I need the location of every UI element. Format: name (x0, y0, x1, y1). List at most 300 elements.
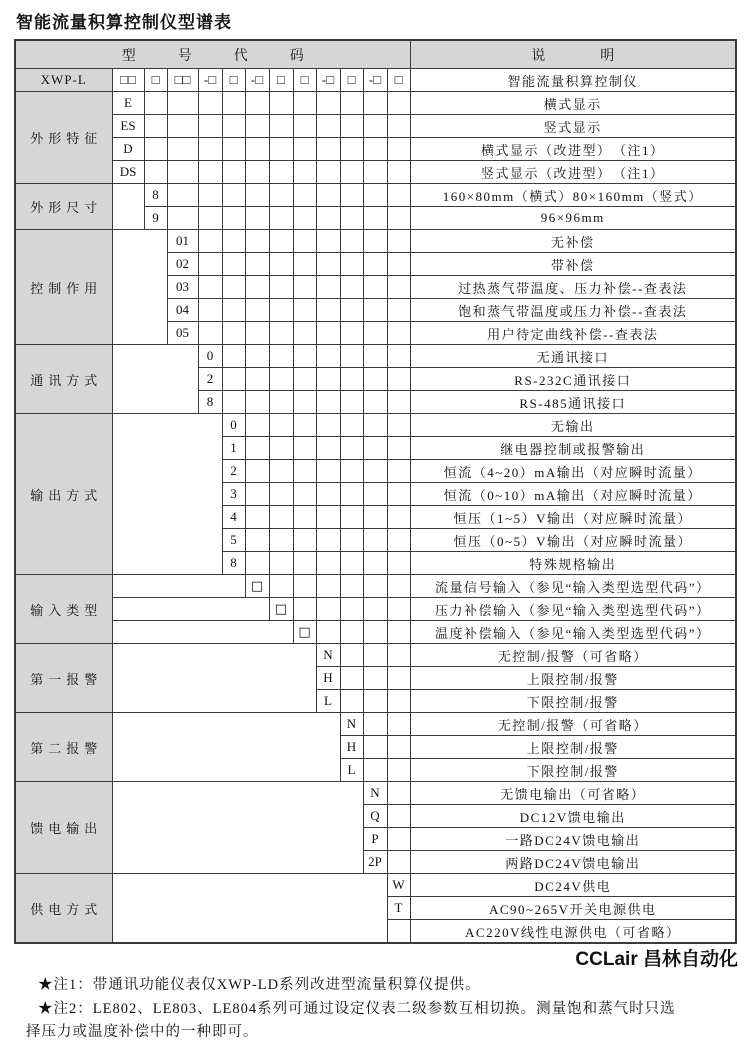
category-label: 第二报警 (15, 713, 112, 782)
description-cell: 横式显示（改进型） （注1） (410, 138, 736, 161)
category-label: 输入类型 (15, 575, 112, 644)
model-code-slot: □□ (167, 69, 198, 92)
code-cell: H (340, 736, 363, 759)
code-cell: W (387, 874, 410, 897)
grid-cell (316, 299, 340, 322)
grid-cell (316, 115, 340, 138)
grid-cell (316, 437, 340, 460)
grid-cell (222, 161, 245, 184)
grid-cell (316, 414, 340, 437)
grid-cell (387, 161, 410, 184)
grid-cell (316, 345, 340, 368)
grid-cell (269, 483, 293, 506)
table-header-row (15, 40, 736, 69)
grid-cell (222, 322, 245, 345)
grid-cell (387, 138, 410, 161)
description-cell: AC220V线性电源供电（可省略） (410, 920, 736, 944)
grid-cell (316, 207, 340, 230)
description-cell: 竖式显示（改进型） （注1） (410, 161, 736, 184)
description-cell: 用户待定曲线补偿--查表法 (410, 322, 736, 345)
blank-area (112, 782, 363, 874)
grid-cell (340, 621, 363, 644)
model-code-slot: □ (340, 69, 363, 92)
grid-cell (269, 138, 293, 161)
grid-cell (340, 483, 363, 506)
grid-cell (293, 345, 316, 368)
grid-cell (316, 575, 340, 598)
grid-cell (167, 92, 198, 115)
description-cell: DC24V供电 (410, 874, 736, 897)
option-row (15, 713, 736, 736)
grid-cell (222, 276, 245, 299)
grid-cell (198, 253, 222, 276)
code-cell: 8 (144, 184, 167, 207)
code-cell: □ (293, 621, 316, 644)
grid-cell (245, 115, 269, 138)
model-description: 智能流量积算控制仪 (410, 69, 736, 92)
blank-area (112, 230, 167, 345)
grid-cell (387, 368, 410, 391)
grid-cell (293, 460, 316, 483)
description-cell: DC12V馈电输出 (410, 805, 736, 828)
grid-cell (269, 529, 293, 552)
grid-cell (340, 345, 363, 368)
code-cell (387, 920, 410, 944)
grid-cell (363, 437, 387, 460)
grid-cell (387, 506, 410, 529)
code-cell: □ (245, 575, 269, 598)
grid-cell (269, 299, 293, 322)
grid-cell (363, 368, 387, 391)
grid-cell (387, 644, 410, 667)
description-cell: 上限控制/报警 (410, 667, 736, 690)
grid-cell (387, 621, 410, 644)
grid-cell (293, 138, 316, 161)
grid-cell (387, 713, 410, 736)
grid-cell (363, 483, 387, 506)
description-header: 说明 (410, 40, 736, 69)
code-cell: 8 (222, 552, 245, 575)
grid-cell (340, 460, 363, 483)
grid-cell (387, 552, 410, 575)
blank-area (112, 598, 269, 621)
grid-cell (245, 483, 269, 506)
grid-cell (340, 506, 363, 529)
description-cell: 饱和蒸气带温度或压力补偿--查表法 (410, 299, 736, 322)
description-cell: 160×80mm（横式）80×160mm（竖式） (410, 184, 736, 207)
grid-cell (387, 345, 410, 368)
grid-cell (222, 230, 245, 253)
page-title: 智能流量积算控制仪型谱表 (16, 13, 232, 32)
description-cell: 温度补偿输入（参见“输入类型选型代码”） (410, 621, 736, 644)
grid-cell (316, 184, 340, 207)
blank-area (112, 713, 340, 782)
description-cell: 压力补偿输入（参见“输入类型选型代码”） (410, 598, 736, 621)
description-cell: 横式显示 (410, 92, 736, 115)
grid-cell (269, 276, 293, 299)
grid-cell (387, 414, 410, 437)
code-cell: 2P (363, 851, 387, 874)
code-cell: 03 (167, 276, 198, 299)
code-cell: 04 (167, 299, 198, 322)
grid-cell (293, 529, 316, 552)
description-cell: 过热蒸气带温度、压力补偿--查表法 (410, 276, 736, 299)
grid-cell (167, 207, 198, 230)
grid-cell (293, 230, 316, 253)
grid-cell (316, 460, 340, 483)
option-row (15, 115, 736, 138)
option-row (15, 184, 736, 207)
code-cell: ES (112, 115, 144, 138)
grid-cell (363, 690, 387, 713)
code-cell: 02 (167, 253, 198, 276)
code-cell: L (340, 759, 363, 782)
code-cell: 0 (222, 414, 245, 437)
code-cell: 2 (198, 368, 222, 391)
grid-cell (363, 713, 387, 736)
grid-cell (363, 207, 387, 230)
grid-cell (340, 552, 363, 575)
grid-cell (293, 253, 316, 276)
grid-cell (245, 529, 269, 552)
code-cell: 05 (167, 322, 198, 345)
description-cell: 恒流（4~20）mA输出（对应瞬时流量） (410, 460, 736, 483)
grid-cell (245, 184, 269, 207)
grid-cell (293, 322, 316, 345)
grid-cell (293, 414, 316, 437)
grid-cell (387, 805, 410, 828)
grid-cell (340, 207, 363, 230)
blank-area (112, 621, 293, 644)
model-prefix: XWP-L (15, 69, 112, 92)
grid-cell (387, 391, 410, 414)
grid-cell (269, 322, 293, 345)
grid-cell (316, 391, 340, 414)
grid-cell (363, 759, 387, 782)
grid-cell (340, 161, 363, 184)
grid-cell (269, 230, 293, 253)
grid-cell (387, 483, 410, 506)
category-label: 控制作用 (15, 230, 112, 345)
option-row (15, 598, 736, 621)
grid-cell (245, 276, 269, 299)
category-label: 供电方式 (15, 874, 112, 944)
option-row (15, 575, 736, 598)
grid-cell (167, 115, 198, 138)
grid-cell (316, 483, 340, 506)
grid-cell (293, 299, 316, 322)
description-cell: 无输出 (410, 414, 736, 437)
grid-cell (363, 299, 387, 322)
grid-cell (340, 276, 363, 299)
grid-cell (245, 253, 269, 276)
grid-cell (387, 736, 410, 759)
grid-cell (387, 92, 410, 115)
grid-cell (245, 368, 269, 391)
grid-cell (387, 667, 410, 690)
grid-cell (144, 115, 167, 138)
description-cell: 特殊规格输出 (410, 552, 736, 575)
grid-cell (363, 230, 387, 253)
model-code-slot: -□ (363, 69, 387, 92)
code-cell: N (363, 782, 387, 805)
code-cell: 01 (167, 230, 198, 253)
grid-cell (316, 161, 340, 184)
category-label: 馈电输出 (15, 782, 112, 874)
code-cell: □ (269, 598, 293, 621)
description-cell: 无馈电输出（可省略） (410, 782, 736, 805)
code-cell: 9 (144, 207, 167, 230)
grid-cell (363, 138, 387, 161)
grid-cell (144, 161, 167, 184)
grid-cell (269, 552, 293, 575)
grid-cell (269, 506, 293, 529)
grid-cell (293, 598, 316, 621)
description-cell: RS-485通讯接口 (410, 391, 736, 414)
code-cell: 1 (222, 437, 245, 460)
grid-cell (222, 368, 245, 391)
grid-cell (363, 552, 387, 575)
grid-cell (387, 276, 410, 299)
grid-cell (316, 253, 340, 276)
model-code-slot: □ (387, 69, 410, 92)
grid-cell (387, 460, 410, 483)
grid-cell (363, 621, 387, 644)
grid-cell (245, 207, 269, 230)
grid-cell (340, 414, 363, 437)
grid-cell (269, 345, 293, 368)
grid-cell (387, 299, 410, 322)
description-cell: 流量信号输入（参见“输入类型选型代码”） (410, 575, 736, 598)
grid-cell (316, 276, 340, 299)
grid-cell (198, 92, 222, 115)
model-code-slot: □ (144, 69, 167, 92)
grid-cell (363, 506, 387, 529)
grid-cell (363, 598, 387, 621)
description-cell: 上限控制/报警 (410, 736, 736, 759)
code-cell: 8 (198, 391, 222, 414)
description-cell: 带补偿 (410, 253, 736, 276)
description-cell: RS-232C通讯接口 (410, 368, 736, 391)
grid-cell (316, 322, 340, 345)
grid-cell (316, 598, 340, 621)
code-cell: D (112, 138, 144, 161)
grid-cell (167, 184, 198, 207)
grid-cell (363, 414, 387, 437)
grid-cell (245, 437, 269, 460)
grid-cell (387, 230, 410, 253)
grid-cell (222, 138, 245, 161)
description-cell: 下限控制/报警 (410, 759, 736, 782)
grid-cell (245, 161, 269, 184)
description-cell: 无通讯接口 (410, 345, 736, 368)
model-code-slot: -□ (245, 69, 269, 92)
grid-cell (269, 414, 293, 437)
model-code-slot: □□ (112, 69, 144, 92)
code-cell: 3 (222, 483, 245, 506)
code-cell: N (340, 713, 363, 736)
grid-cell (363, 253, 387, 276)
grid-cell (269, 368, 293, 391)
grid-cell (340, 575, 363, 598)
grid-cell (340, 115, 363, 138)
grid-cell (269, 460, 293, 483)
grid-cell (387, 851, 410, 874)
grid-cell (340, 230, 363, 253)
grid-cell (316, 506, 340, 529)
grid-cell (198, 299, 222, 322)
footnote-2: ★注2：LE802、LE803、LE804系列可通过设定仪表二级参数互相切换。测量饱和蒸气时只选择压力或温度补偿中的一种即可。 (26, 1001, 676, 1040)
description-cell: 无控制/报警（可省略） (410, 713, 736, 736)
grid-cell (387, 322, 410, 345)
grid-cell (293, 483, 316, 506)
code-cell: DS (112, 161, 144, 184)
grid-cell (293, 276, 316, 299)
option-row (15, 644, 736, 667)
grid-cell (340, 690, 363, 713)
grid-cell (269, 92, 293, 115)
code-columns-header: 型号代码 (15, 40, 410, 69)
grid-cell (340, 184, 363, 207)
grid-cell (245, 552, 269, 575)
grid-cell (269, 253, 293, 276)
code-cell: N (316, 644, 340, 667)
grid-cell (363, 667, 387, 690)
description-cell: 恒压（0~5）V输出（对应瞬时流量） (410, 529, 736, 552)
grid-cell (245, 345, 269, 368)
grid-cell (198, 161, 222, 184)
grid-cell (340, 92, 363, 115)
grid-cell (363, 460, 387, 483)
grid-cell (340, 437, 363, 460)
category-label: 通讯方式 (15, 345, 112, 414)
grid-cell (293, 161, 316, 184)
blank-area (112, 184, 144, 230)
option-row (15, 138, 736, 161)
option-row (15, 874, 736, 897)
grid-cell (316, 529, 340, 552)
grid-cell (387, 184, 410, 207)
grid-cell (293, 207, 316, 230)
grid-cell (222, 92, 245, 115)
category-label: 外形特征 (15, 92, 112, 184)
grid-cell (387, 529, 410, 552)
grid-cell (316, 368, 340, 391)
grid-cell (387, 575, 410, 598)
blank-area (112, 575, 245, 598)
grid-cell (269, 184, 293, 207)
grid-cell (387, 598, 410, 621)
grid-cell (269, 437, 293, 460)
grid-cell (245, 414, 269, 437)
description-cell: 下限控制/报警 (410, 690, 736, 713)
grid-cell (340, 598, 363, 621)
grid-cell (316, 230, 340, 253)
grid-cell (363, 529, 387, 552)
grid-cell (363, 391, 387, 414)
code-cell: L (316, 690, 340, 713)
description-cell: 竖式显示 (410, 115, 736, 138)
description-cell: 两路DC24V馈电输出 (410, 851, 736, 874)
grid-cell (340, 529, 363, 552)
model-code-slot: □ (222, 69, 245, 92)
footnote-1: ★注1：带通讯功能仪表仅XWP-LD系列改进型流量积算仪提供。 (38, 977, 481, 993)
grid-cell (198, 322, 222, 345)
grid-cell (293, 437, 316, 460)
grid-cell (340, 368, 363, 391)
grid-cell (222, 391, 245, 414)
grid-cell (245, 299, 269, 322)
grid-cell (245, 138, 269, 161)
description-cell: 继电器控制或报警输出 (410, 437, 736, 460)
grid-cell (222, 253, 245, 276)
option-row (15, 782, 736, 805)
code-cell: Q (363, 805, 387, 828)
grid-cell (269, 115, 293, 138)
grid-cell (269, 575, 293, 598)
category-label: 第一报警 (15, 644, 112, 713)
grid-cell (293, 92, 316, 115)
grid-cell (363, 644, 387, 667)
grid-cell (363, 345, 387, 368)
grid-cell (316, 552, 340, 575)
grid-cell (363, 736, 387, 759)
grid-cell (167, 161, 198, 184)
grid-cell (269, 207, 293, 230)
grid-cell (293, 368, 316, 391)
grid-cell (198, 276, 222, 299)
grid-cell (269, 161, 293, 184)
grid-cell (387, 690, 410, 713)
grid-cell (245, 92, 269, 115)
code-cell: 5 (222, 529, 245, 552)
blank-area (112, 345, 198, 414)
grid-cell (198, 207, 222, 230)
grid-cell (245, 460, 269, 483)
grid-cell (245, 230, 269, 253)
grid-cell (340, 644, 363, 667)
code-cell: T (387, 897, 410, 920)
footnotes (26, 974, 682, 1044)
option-row (15, 161, 736, 184)
code-cell: H (316, 667, 340, 690)
grid-cell (340, 667, 363, 690)
grid-cell (340, 391, 363, 414)
grid-cell (387, 782, 410, 805)
grid-cell (269, 391, 293, 414)
grid-cell (144, 138, 167, 161)
grid-cell (340, 138, 363, 161)
description-cell: 恒流（0~10）mA输出（对应瞬时流量） (410, 483, 736, 506)
brand-logo-text: CCLair 昌林自动化 (575, 949, 738, 970)
grid-cell (293, 391, 316, 414)
grid-cell (293, 184, 316, 207)
grid-cell (363, 322, 387, 345)
grid-cell (222, 207, 245, 230)
grid-cell (316, 92, 340, 115)
blank-area (112, 644, 316, 713)
option-row (15, 621, 736, 644)
grid-cell (363, 184, 387, 207)
code-cell: 4 (222, 506, 245, 529)
grid-cell (245, 506, 269, 529)
description-cell: AC90~265V开关电源供电 (410, 897, 736, 920)
grid-cell (387, 828, 410, 851)
description-cell: 无补偿 (410, 230, 736, 253)
grid-cell (293, 115, 316, 138)
grid-cell (198, 184, 222, 207)
grid-cell (363, 276, 387, 299)
